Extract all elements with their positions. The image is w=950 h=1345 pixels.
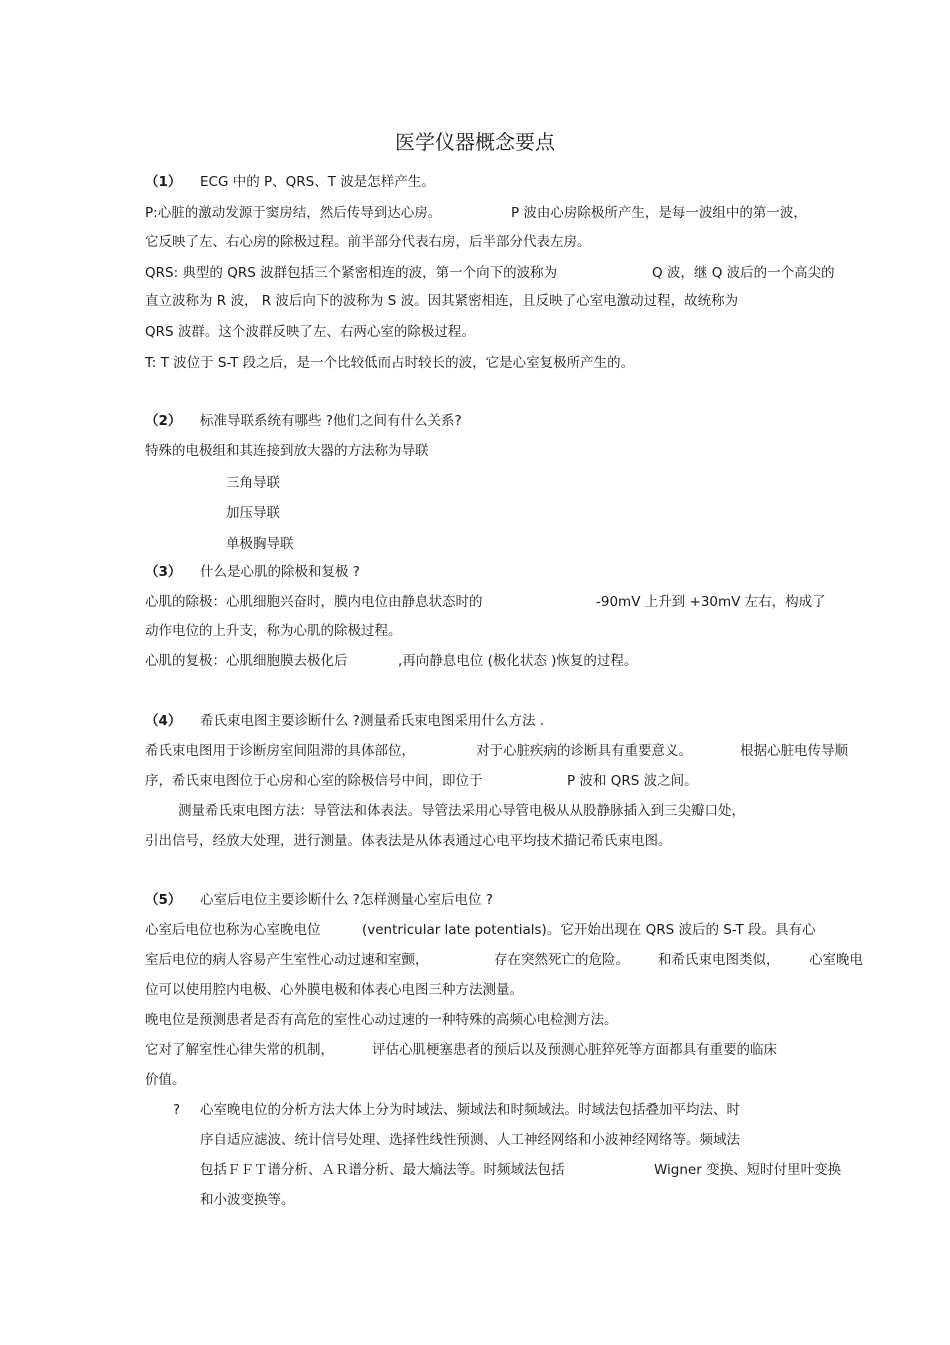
text-line: 它对了解室性心律失常的机制， xyxy=(145,1042,334,1058)
text-line: 标准导联系统有哪些 ?他们之间有什么关系? xyxy=(200,413,462,429)
text-line: 心肌的除极：心肌细胞兴奋时，膜内电位由静息状态时的 xyxy=(145,594,483,610)
text-line: 包括ＦＦＴ谱分析、ＡＲ谱分析、最大熵法等。时频域法包括 xyxy=(200,1162,565,1178)
text-line: P:心脏的激动发源于窦房结，然后传导到达心房。 xyxy=(145,205,442,221)
text-line: (ventricular late potentials)。它开始出现在 QRS 波后的 S-T 段。具有心 xyxy=(362,922,816,938)
text-line: Wigner 变换、短时付里叶变换 xyxy=(654,1162,842,1178)
text-line: T: T 波位于 S-T 段之后，是一个比较低而占时较长的波，它是心室复极所产生的。 xyxy=(145,355,635,371)
text-line: 位可以使用腔内电极、心外膜电极和体表心电图三种方法测量。 xyxy=(145,982,523,998)
document-title: 医学仪器概念要点 xyxy=(395,130,555,154)
question-number: （3） xyxy=(145,564,182,580)
text-line: QRS 波群。这个波群反映了左、右两心室的除极过程。 xyxy=(145,324,475,340)
text-line: 测量希氏束电图方法：导管法和体表法。导管法采用心导管电极从从股静脉插入到三尖瓣口处， xyxy=(178,803,745,819)
text-line: 什么是心肌的除极和复极 ? xyxy=(200,564,360,580)
text-line: 晚电位是预测患者是否有高危的室性心动过速的一种特殊的高频心电检测方法。 xyxy=(145,1012,618,1028)
text-line: ECG 中的 P、QRS、T 波是怎样产生。 xyxy=(200,174,435,190)
text-line: 根据心脏电传导顺 xyxy=(740,743,848,759)
text-line: Q 波，继 Q 波后的一个高尖的 xyxy=(652,265,835,281)
text-line: 动作电位的上升支，称为心肌的除极过程。 xyxy=(145,623,402,639)
text-line: 存在突然死亡的危险。 xyxy=(494,952,629,968)
question-number: （4） xyxy=(145,713,182,729)
question-number: （5） xyxy=(145,892,182,908)
text-line: -90mV 上升到 +30mV 左右，构成了 xyxy=(596,594,826,610)
text-line: 心室后电位也称为心室晚电位 xyxy=(145,922,321,938)
text-line: 心室后电位主要诊断什么 ?怎样测量心室后电位 ? xyxy=(200,892,493,908)
text-line: ? xyxy=(173,1102,181,1118)
text-line: P 波和 QRS 波之间。 xyxy=(567,773,698,789)
text-line: 加压导联 xyxy=(226,505,280,521)
text-line: 单极胸导联 xyxy=(226,536,294,552)
question-number: （2） xyxy=(145,413,182,429)
text-line: 室后电位的病人容易产生室性心动过速和室颤， xyxy=(145,952,429,968)
text-line: QRS: 典型的 QRS 波群包括三个紧密相连的波，第一个向下的波称为 xyxy=(145,265,558,281)
text-line: 直立波称为 R 波， R 波后向下的波称为 S 波。因其紧密相连，且反映了心室电激动过程，故统称为 xyxy=(145,293,739,309)
text-line: 希氏束电图主要诊断什么 ?测量希氏束电图采用什么方法 . xyxy=(200,713,545,729)
text-line: 三角导联 xyxy=(226,475,280,491)
text-line: ,再向静息电位 (极化状态 )恢复的过程。 xyxy=(398,653,638,669)
text-line: 价值。 xyxy=(145,1072,186,1088)
text-line: 序自适应滤波、统计信号处理、选择性线性预测、人工神经网络和小波神经网络等。频域法 xyxy=(200,1132,740,1148)
text-line: 评估心肌梗塞患者的预后以及预测心脏猝死等方面都具有重要的临床 xyxy=(372,1042,777,1058)
text-line: P 波由心房除极所产生，是每一波组中的第一波， xyxy=(511,205,807,221)
text-line: 特殊的电极组和其连接到放大器的方法称为导联 xyxy=(145,443,429,459)
text-line: 引出信号，经放大处理，进行测量。体表法是从体表通过心电平均技术描记希氏束电图。 xyxy=(145,833,672,849)
text-line: 和希氏束电图类似， xyxy=(658,952,780,968)
text-line: 和小波变换等。 xyxy=(200,1192,295,1208)
question-number: （1） xyxy=(145,174,182,190)
text-line: 序，希氏束电图位于心房和心室的除极信号中间，即位于 xyxy=(145,773,483,789)
text-line: 心室晚电位的分析方法大体上分为时域法、频域法和时频域法。时域法包括叠加平均法、时 xyxy=(200,1102,740,1118)
text-line: 心室晚电 xyxy=(809,952,863,968)
text-line: 对于心脏疾病的诊断具有重要意义。 xyxy=(476,743,692,759)
text-line: 希氏束电图用于诊断房室间阻滞的具体部位， xyxy=(145,743,415,759)
text-line: 它反映了左、右心房的除极过程。前半部分代表右房，后半部分代表左房。 xyxy=(145,234,591,250)
text-line: 心肌的复极：心肌细胞膜去极化后 xyxy=(145,653,348,669)
